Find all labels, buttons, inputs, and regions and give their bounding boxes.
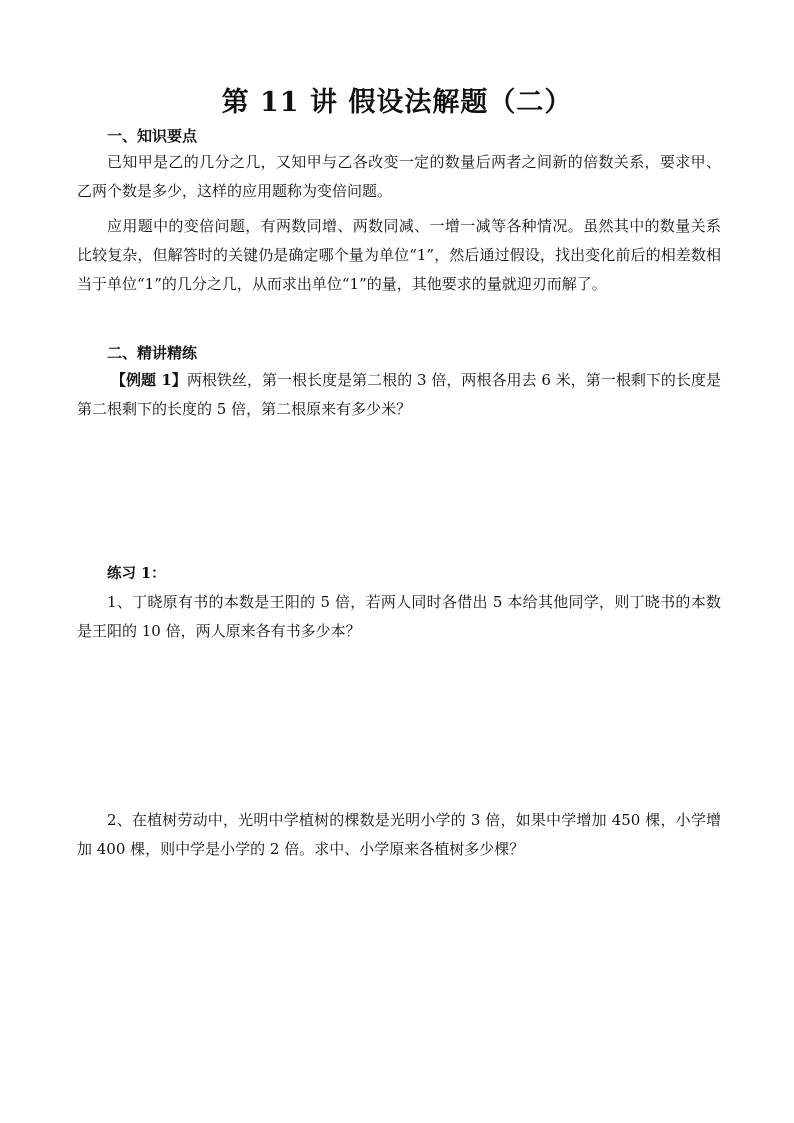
example-1-label: 【例题 1】 [111, 371, 187, 389]
practice-1-item-2: 2、在植树劳动中，光明中学植树的棵数是光明小学的 3 倍，如果中学增加 450 棵，小学增加 400 棵，则中学是小学的 2 倍。求中、小学原来各植树多少棵？ [77, 811, 721, 858]
practice-1-item-1: 1、丁晓原有书的本数是王阳的 5 倍，若两人同时各借出 5 本给其他同学，则丁晓书的本数是王阳的 10 倍，两人原来各有书多少本？ [77, 593, 721, 640]
example-1 [77, 366, 721, 424]
key-points-paragraph-2: 应用题中的变倍问题，有两数同增、两数同减、一增一减等各种情况。虽然其中的数量关系比较复杂，但解答时的关键仍是确定哪个量为单位“1”，然后通过假设，找出变化前后的相差数相当于单位“1”的几分之几，从而求出单位“1”的量，其他要求的量就迎刃而解了。 [77, 217, 721, 293]
key-points-paragraph-1: 已知甲是乙的几分之几，又知甲与乙各改变一定的数量后两者之间新的倍数关系，要求甲、乙两个数是多少，这样的应用题称为变倍问题。 [77, 153, 721, 200]
section-heading-key-points: 一、知识要点 [107, 127, 198, 145]
example-1-text: 两根铁丝，第一根长度是第二根的 3 倍，两根各用去 6 米，第一根剩下的长度是第二根剩下的长度的 5 倍，第二根原来有多少米？ [77, 371, 721, 418]
practice-1-heading: 练习 1： [107, 565, 166, 582]
page-title: 第 11 讲 假设法解题（二） [221, 87, 573, 118]
section-heading-practice: 二、精讲精练 [107, 344, 198, 362]
